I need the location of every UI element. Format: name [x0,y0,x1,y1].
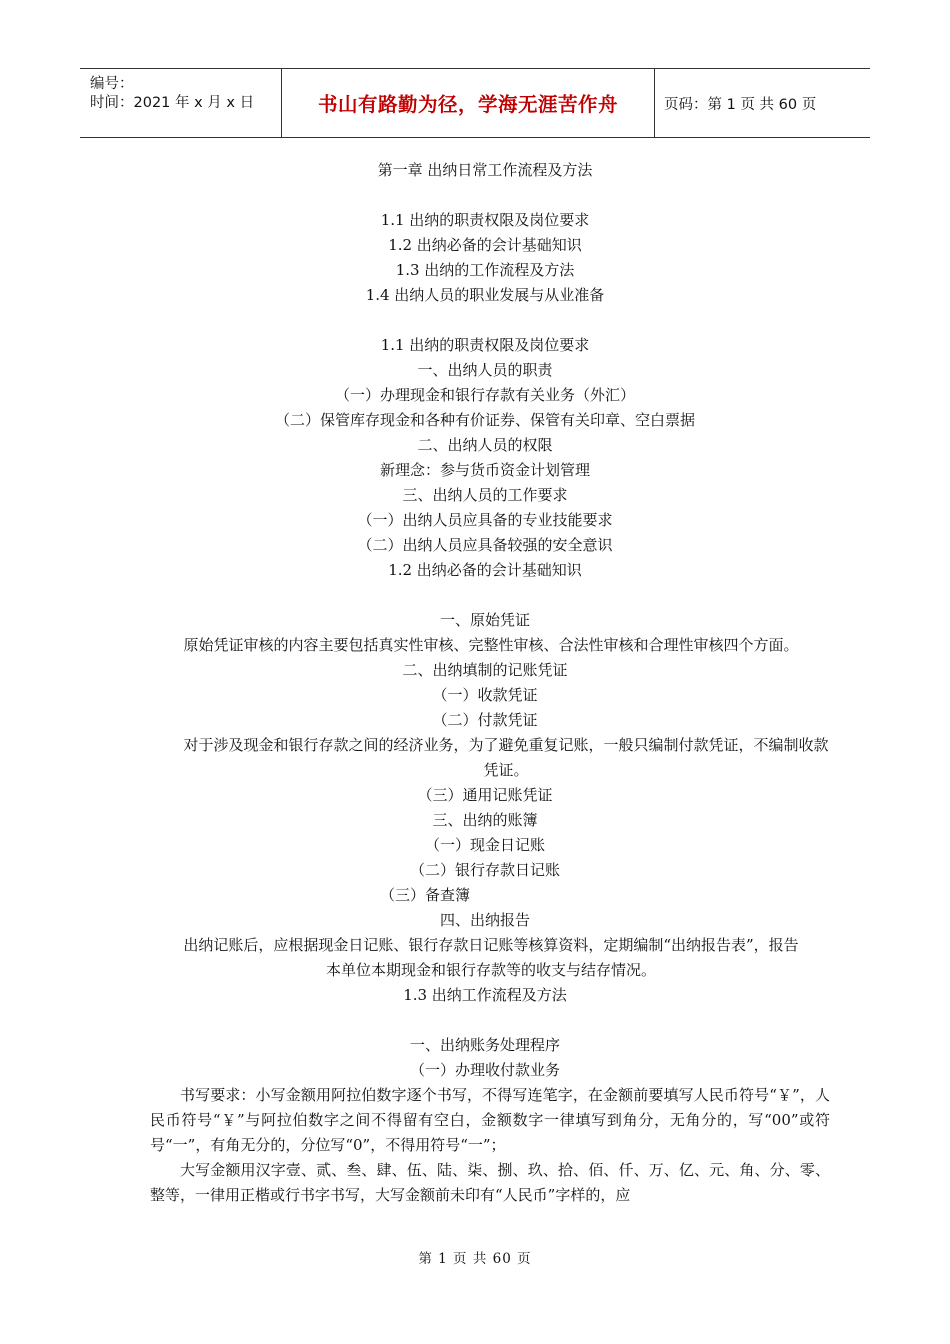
section-2 [140,558,830,983]
paragraph: 对于涉及现金和银行存款之间的经济业务，为了避免重复记账，一般只编制付款凭证，不编制收款凭证。 [183,736,829,779]
header-page-cell [654,69,870,137]
section-line: 新理念：参与货币资金计划管理 [379,461,590,479]
subheading: （三）备查簿 [379,886,470,904]
heading: 二、出纳填制的记账凭证 [402,661,568,679]
section-title: 1.2 出纳必备的会计基础知识 [388,561,582,579]
section-line: 三、出纳人员的工作要求 [402,486,568,504]
toc-item: 1.3 出纳的工作流程及方法 [395,261,575,279]
page-footer: 第 1 页 共 60 页 [418,1251,532,1267]
paragraph: 出纳记账后，应根据现金日记账、银行存款日记账等核算资料，定期编制“出纳报告表”，报告本单位本期现金和银行存款等的收支与结存情况。 [183,936,799,979]
heading: 一、原始凭证 [439,611,530,629]
motto: 书山有路勤为径，学海无涯苦作舟 [317,93,618,116]
heading: 三、出纳的账簿 [432,811,538,829]
table-of-contents [140,208,830,308]
chapter-title: 第一章 出纳日常工作流程及方法 [377,161,593,179]
header-meta [80,69,280,137]
section-line: 一、出纳人员的职责 [417,361,553,379]
section-line: （一）出纳人员应具备的专业技能要求 [357,511,613,529]
section-line: 二、出纳人员的权限 [417,436,553,454]
heading: 一、出纳账务处理程序 [409,1036,560,1054]
document-body [140,158,830,1208]
toc-item: 1.2 出纳必备的会计基础知识 [388,236,582,254]
subheading: （二）银行存款日记账 [409,861,560,879]
page-info: 页码：第 1 页 共 60 页 [664,96,817,113]
section-3 [140,983,830,1208]
subheading: （三）通用记账凭证 [417,786,553,804]
paragraph: 书写要求：小写金额用阿拉伯数字逐个书写，不得写连笔字，在金额前要填写人民币符号“￥”，人民币符号“￥”与阿拉伯数字之间不得留有空白，金额数字一律填写到角分，无角分的，写“00”或符号“一”，有角无分的，分位写“0”，不得用符号“一”； [150,1086,830,1154]
section-line: （二）出纳人员应具备较强的安全意识 [357,536,613,554]
number-label: 编号： [90,76,134,92]
section-1 [140,333,830,558]
toc-item: 1.4 出纳人员的职业发展与从业准备 [365,286,605,304]
paragraph: 大写金额用汉字壹、贰、叁、肆、伍、陆、柒、捌、玖、拾、佰、仟、万、亿、元、角、分、零、整等，一律用正楷或行书字书写，大写金额前未印有“人民币”字样的，应 [150,1161,830,1204]
date-line: 时间：2021 年 x 月 x 日 [90,95,255,111]
header-motto-cell [281,69,655,137]
section-line: （一）办理现金和银行存款有关业务（外汇） [334,386,635,404]
section-title: 1.1 出纳的职责权限及岗位要求 [380,336,590,354]
subheading: （二）付款凭证 [432,711,538,729]
document-header [80,68,870,138]
section-line: （二）保管库存现金和各种有价证券、保管有关印章、空白票据 [274,411,695,429]
toc-item: 1.1 出纳的职责权限及岗位要求 [380,211,590,229]
paragraph: 原始凭证审核的内容主要包括真实性审核、完整性审核、合法性审核和合理性审核四个方面。 [183,636,799,654]
section-title: 1.3 出纳工作流程及方法 [403,986,567,1004]
heading: 四、出纳报告 [439,911,530,929]
subheading: （一）现金日记账 [424,836,545,854]
subheading: （一）办理收付款业务 [409,1061,560,1079]
subheading: （一）收款凭证 [432,686,538,704]
